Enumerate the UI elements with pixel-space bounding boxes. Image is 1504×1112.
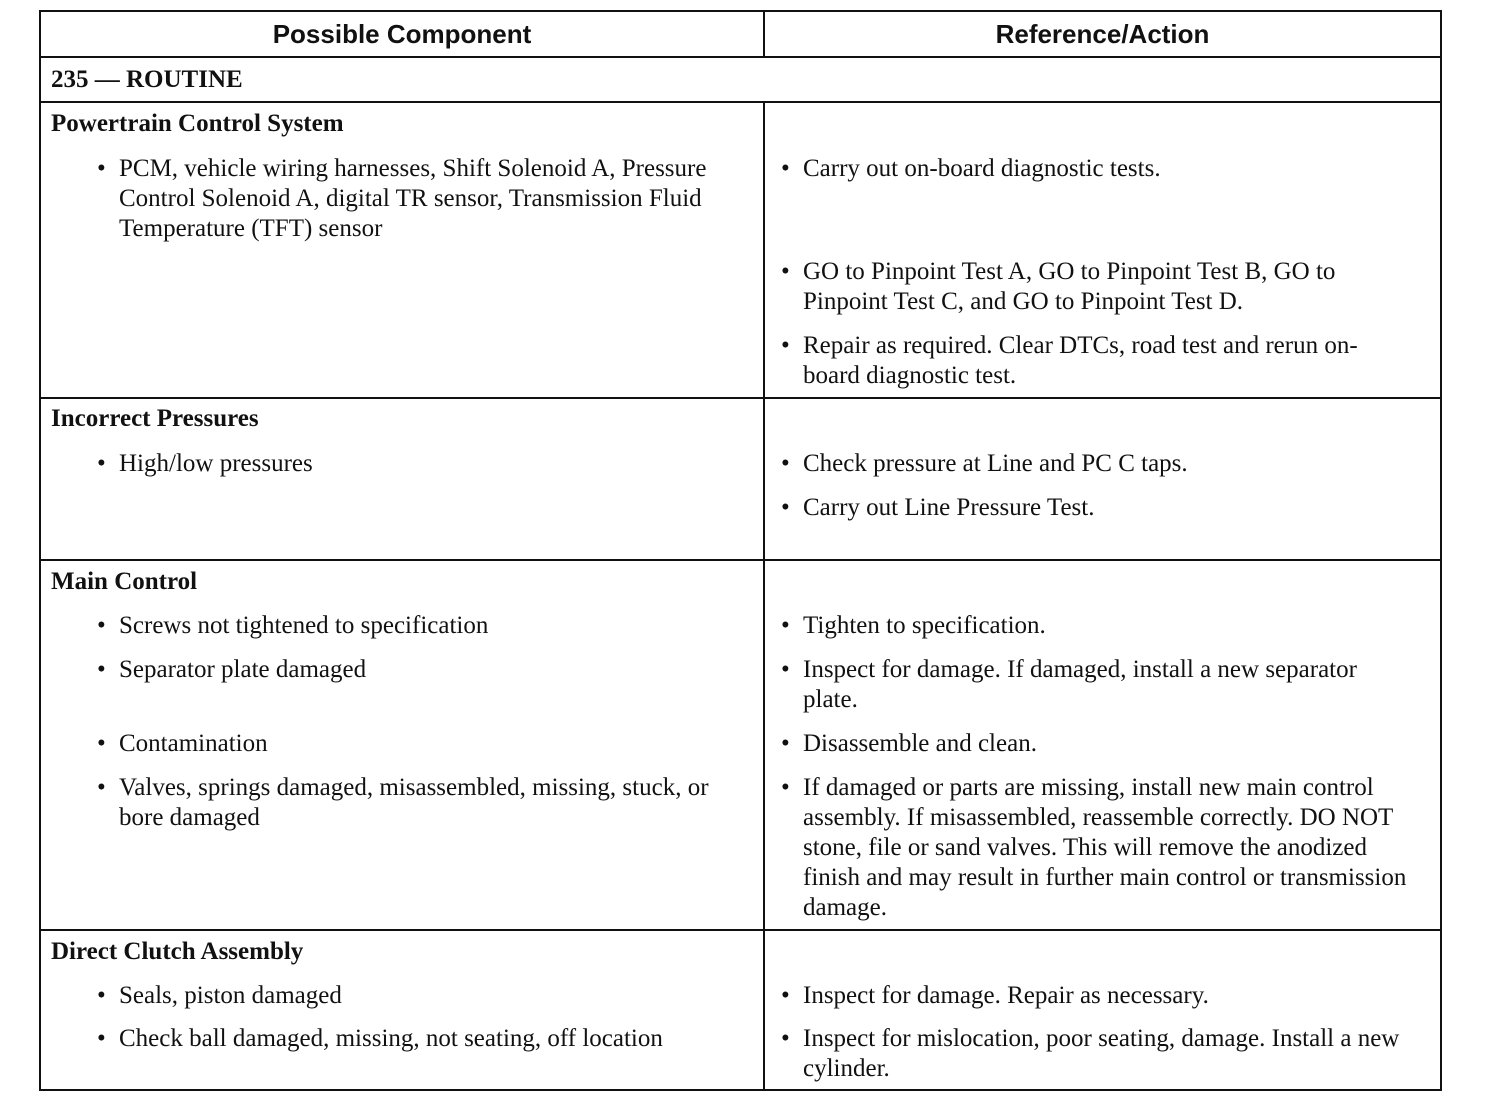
- header-reference-action: Reference/Action: [995, 19, 1210, 49]
- bullet-icon: •: [97, 730, 106, 757]
- bullet-icon: •: [781, 730, 790, 757]
- component-text: Valves, springs damaged, misassembled, missing, stuck, or bore damaged: [119, 774, 709, 831]
- header-possible-component: Possible Component: [41, 12, 765, 56]
- component-cell: [41, 103, 765, 397]
- component-item: [97, 655, 737, 685]
- bullet-icon: •: [781, 494, 790, 521]
- component-text: Seals, piston damaged: [119, 982, 342, 1009]
- group-row-incorrect-pressures: [41, 397, 1440, 559]
- bullet-icon: •: [781, 774, 790, 801]
- component-text: Screws not tightened to specification: [119, 612, 489, 639]
- action-text: Inspect for mislocation, poor seating, damage. Install a new cylinder.: [803, 1025, 1400, 1082]
- component-text: Check ball damaged, missing, not seating, off location: [119, 1025, 663, 1052]
- diagnostic-table: [39, 10, 1442, 1091]
- action-item: [781, 655, 1409, 715]
- group-title: Powertrain Control System: [51, 110, 344, 137]
- group-row-main-control: [41, 559, 1440, 929]
- bullet-icon: •: [781, 332, 790, 359]
- table-header-row: [41, 12, 1440, 56]
- action-cell: [765, 103, 1440, 397]
- component-item: [97, 773, 737, 833]
- group-row-powertrain: [41, 101, 1440, 397]
- action-item: [781, 1024, 1409, 1084]
- action-cell: [765, 399, 1440, 559]
- routine-code-row: [41, 56, 1440, 101]
- component-item: [97, 981, 737, 1011]
- action-text: Inspect for damage. Repair as necessary.: [803, 982, 1209, 1009]
- bullet-icon: •: [781, 982, 790, 1009]
- component-text: Separator plate damaged: [119, 656, 367, 683]
- component-text: PCM, vehicle wiring harnesses, Shift Solenoid A, Pressure Control Solenoid A, digital TR sensor, Transmission Fluid Temperature (TFT) sensor: [119, 155, 707, 242]
- component-item: [97, 1024, 737, 1054]
- action-text: If damaged or parts are missing, install new main control assembly. If misassembled, reassemble correctly. DO NOT stone, file or sand valves. This will remove the anodized finish and may result in further main control or transmission damage.: [803, 774, 1407, 921]
- action-item: [781, 493, 1409, 523]
- action-text: Disassemble and clean.: [803, 730, 1037, 757]
- group-title: Incorrect Pressures: [51, 405, 259, 432]
- bullet-icon: •: [97, 656, 106, 683]
- bullet-icon: •: [781, 612, 790, 639]
- action-text: Tighten to specification.: [803, 612, 1046, 639]
- action-text: Carry out on-board diagnostic tests.: [803, 155, 1161, 182]
- bullet-icon: •: [781, 450, 790, 477]
- component-text: High/low pressures: [119, 450, 313, 477]
- action-text: Inspect for damage. If damaged, install a new separator plate.: [803, 656, 1357, 713]
- bullet-icon: •: [97, 450, 106, 477]
- bullet-icon: •: [97, 612, 106, 639]
- component-cell: [41, 399, 765, 559]
- action-text: GO to Pinpoint Test A, GO to Pinpoint Test B, GO to Pinpoint Test C, and GO to Pinpoint Test D.: [803, 258, 1336, 315]
- action-item: [781, 257, 1409, 317]
- bullet-icon: •: [781, 1025, 790, 1052]
- bullet-icon: •: [97, 1025, 106, 1052]
- bullet-icon: •: [781, 155, 790, 182]
- action-item: [781, 449, 1409, 479]
- action-item: [781, 729, 1409, 759]
- component-item: [97, 154, 737, 244]
- bullet-icon: •: [97, 774, 106, 801]
- component-item: [97, 449, 737, 479]
- action-item: [781, 773, 1409, 923]
- bullet-icon: •: [97, 155, 106, 182]
- bullet-icon: •: [781, 656, 790, 683]
- component-cell: [41, 561, 765, 929]
- bullet-icon: •: [781, 258, 790, 285]
- action-text: Carry out Line Pressure Test.: [803, 494, 1095, 521]
- action-cell: [765, 931, 1440, 1089]
- component-item: [97, 611, 737, 641]
- component-text: Contamination: [119, 730, 268, 757]
- action-item: [781, 331, 1409, 391]
- group-row-direct-clutch: [41, 929, 1440, 1089]
- group-title: Direct Clutch Assembly: [51, 938, 304, 965]
- routine-code: 235 — ROUTINE: [51, 65, 243, 93]
- action-item: [781, 981, 1409, 1011]
- action-item: [781, 611, 1409, 641]
- bullet-icon: •: [97, 982, 106, 1009]
- component-cell: [41, 931, 765, 1089]
- action-cell: [765, 561, 1440, 929]
- action-text: Check pressure at Line and PC C taps.: [803, 450, 1188, 477]
- component-item: [97, 729, 737, 759]
- group-title: Main Control: [51, 568, 198, 595]
- action-text: Repair as required. Clear DTCs, road test and rerun on-board diagnostic test.: [803, 332, 1358, 389]
- action-item: [781, 154, 1409, 184]
